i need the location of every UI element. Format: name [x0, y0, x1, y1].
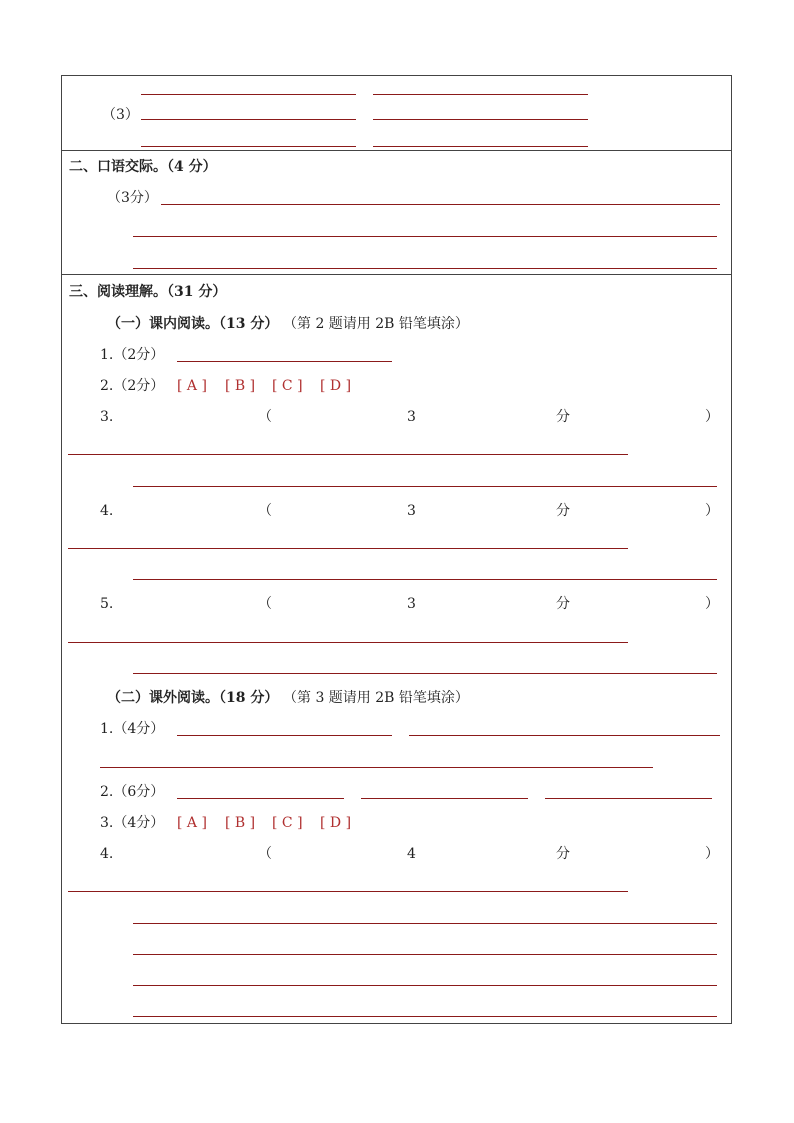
- sub2-q3-label: 3.（4分）: [100, 815, 165, 831]
- answer-line[interactable]: [133, 923, 717, 924]
- answer-line[interactable]: [68, 891, 628, 892]
- answer-line[interactable]: [133, 579, 717, 580]
- option-c-bubble[interactable]: [ C ]: [272, 378, 303, 394]
- sub1-q3-unit: 分: [556, 409, 570, 425]
- option-d-bubble[interactable]: [ D ]: [320, 815, 352, 831]
- answer-line[interactable]: [177, 798, 344, 799]
- sub1-q4-close-paren: ）: [705, 503, 719, 519]
- answer-line[interactable]: [141, 146, 356, 147]
- sub1-q1-label: 1.（2分）: [100, 347, 165, 363]
- answer-line[interactable]: [133, 954, 717, 955]
- answer-line[interactable]: [133, 268, 717, 269]
- sub1-q4-unit: 分: [556, 503, 570, 519]
- sub2-q4-unit: 分: [556, 846, 570, 862]
- answer-line[interactable]: [545, 798, 712, 799]
- sub2-q4-number: 4.: [100, 846, 114, 862]
- option-b-bubble[interactable]: [ B ]: [225, 378, 256, 394]
- answer-line[interactable]: [133, 486, 717, 487]
- section-3-heading: 三、阅读理解。（31 分）: [69, 284, 227, 300]
- answer-line[interactable]: [133, 985, 717, 986]
- answer-line[interactable]: [141, 94, 356, 95]
- answer-line[interactable]: [133, 1016, 717, 1017]
- sub1-q5-points: 3: [407, 596, 416, 612]
- sub2-q4-open-paren: （: [258, 846, 272, 862]
- option-b-bubble[interactable]: [ B ]: [225, 815, 256, 831]
- sub1-q3-open-paren: （: [258, 409, 272, 425]
- section-divider: [62, 150, 731, 151]
- answer-line[interactable]: [373, 119, 588, 120]
- answer-line[interactable]: [361, 798, 528, 799]
- sub1-q5-open-paren: （: [258, 596, 272, 612]
- answer-line[interactable]: [177, 361, 392, 362]
- section-divider: [62, 274, 731, 275]
- answer-line[interactable]: [373, 94, 588, 95]
- answer-line[interactable]: [133, 673, 717, 674]
- subsection-2-note: （第 3 题请用 2B 铅笔填涂）: [283, 690, 469, 706]
- answer-line[interactable]: [161, 204, 720, 205]
- option-a-bubble[interactable]: [ A ]: [177, 378, 207, 394]
- answer-line[interactable]: [177, 735, 392, 736]
- answer-line[interactable]: [373, 146, 588, 147]
- subsection-1-heading: （一）课内阅读。（13 分）: [107, 316, 279, 332]
- sub1-q2-label: 2.（2分）: [100, 378, 165, 394]
- sub1-q5-unit: 分: [556, 596, 570, 612]
- sub2-q4-points: 4: [407, 846, 416, 862]
- sub1-q3-number: 3.: [100, 409, 114, 425]
- option-c-bubble[interactable]: [ C ]: [272, 815, 303, 831]
- option-a-bubble[interactable]: [ A ]: [177, 815, 207, 831]
- subsection-1-note: （第 2 题请用 2B 铅笔填涂）: [283, 316, 469, 332]
- section-2-score: （3分）: [107, 190, 158, 206]
- sub2-q4-close-paren: ）: [705, 846, 719, 862]
- sub1-q4-points: 3: [407, 503, 416, 519]
- answer-line[interactable]: [68, 454, 628, 455]
- answer-line[interactable]: [100, 767, 653, 768]
- section-2-heading: 二、口语交际。（4 分）: [69, 159, 217, 175]
- answer-line[interactable]: [409, 735, 720, 736]
- sub1-q5-close-paren: ）: [705, 596, 719, 612]
- sub1-q5-number: 5.: [100, 596, 114, 612]
- sub2-q2-label: 2.（6分）: [100, 784, 165, 800]
- sub1-q3-close-paren: ）: [705, 409, 719, 425]
- answer-line[interactable]: [68, 548, 628, 549]
- question-3-label: （3）: [102, 107, 139, 123]
- answer-line[interactable]: [133, 236, 717, 237]
- sub1-q4-number: 4.: [100, 503, 114, 519]
- answer-line[interactable]: [141, 119, 356, 120]
- subsection-2-heading: （二）课外阅读。（18 分）: [107, 690, 279, 706]
- answer-sheet: [61, 75, 732, 1024]
- sub1-q3-points: 3: [407, 409, 416, 425]
- option-d-bubble[interactable]: [ D ]: [320, 378, 352, 394]
- answer-line[interactable]: [68, 642, 628, 643]
- sub2-q1-label: 1.（4分）: [100, 721, 165, 737]
- sub1-q4-open-paren: （: [258, 503, 272, 519]
